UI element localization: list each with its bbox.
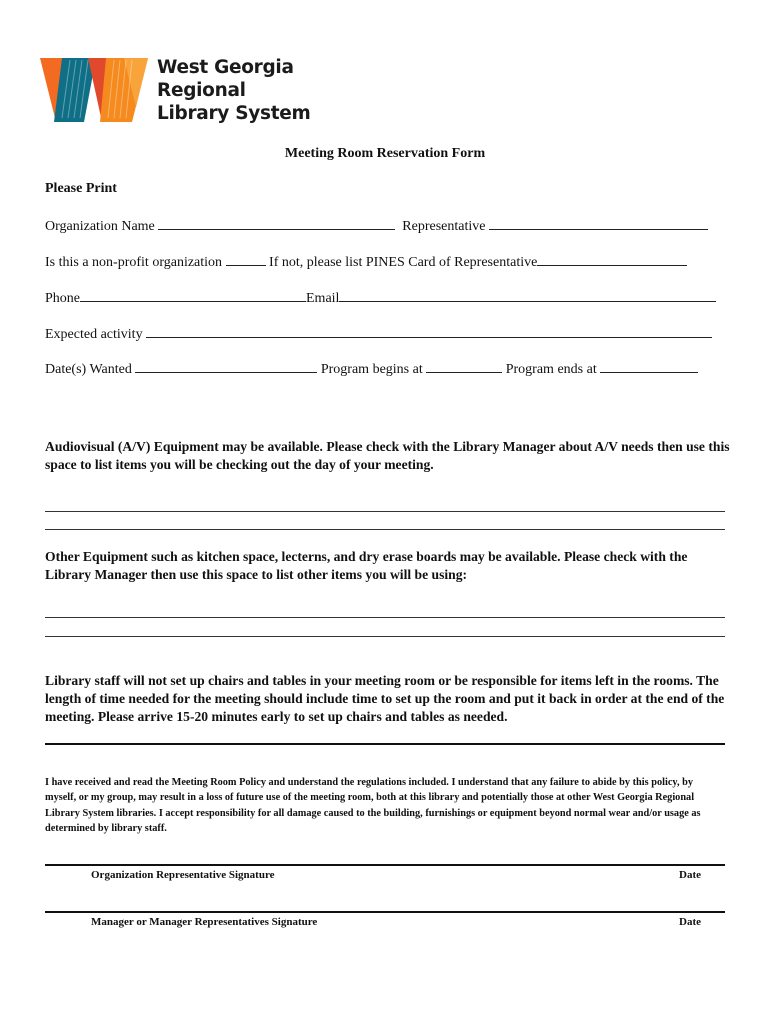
av-equipment-paragraph: Audiovisual (A/V) Equipment may be available. Please check with the Library Manager about A/V needs then use this space to list items you will be checking out the day of your meeting. [45, 439, 730, 472]
activity-field[interactable] [146, 325, 712, 338]
dates-field[interactable] [135, 360, 317, 373]
pines-label: If not, please list PINES Card of Representative [269, 255, 538, 270]
agreement-paragraph: I have received and read the Meeting Room Policy and understand the regulations included. I understand that any failure to abide by this policy, by myself, or my group, may result in a loss of future use of the meeting room, both at this library and potentially those at other West Georgia Regional Library System libraries. I accept responsibility for all damage caused to the building, furnishings or equipment beyond normal wear and/or usage as determined by library staff. [45, 777, 701, 835]
staff-notice-paragraph: Library staff will not set up chairs and tables in your meeting room or be responsible for items left in the rooms. The length of time needed for the meeting should include time to set up the room and put it back in order at the end of the meeting. Please arrive 15-20 minutes early to set up chairs and tables as needed. [45, 673, 725, 724]
other-line-2[interactable] [45, 636, 725, 637]
org-name-label: Organization Name [45, 219, 155, 234]
nonprofit-row [45, 253, 687, 271]
library-logo [40, 52, 310, 130]
org-signature-line[interactable] [45, 864, 725, 866]
section-divider [45, 743, 725, 745]
org-signature-label: Organization Representative Signature [91, 869, 275, 881]
logo-wordmark [157, 56, 310, 125]
pines-field[interactable] [537, 253, 687, 266]
library-logo-mark-icon [40, 52, 155, 122]
ends-field[interactable] [600, 360, 698, 373]
org-row [45, 217, 708, 235]
manager-signature-label: Manager or Manager Representatives Signature [91, 916, 318, 928]
manager-date-label: Date [679, 916, 701, 928]
representative-label: Representative [402, 219, 486, 234]
contact-row [45, 289, 716, 307]
phone-label: Phone [45, 291, 80, 306]
begins-label: Program begins at [320, 362, 423, 377]
logo-line-2: Regional [157, 80, 246, 101]
representative-field[interactable] [489, 217, 708, 230]
begins-field[interactable] [426, 360, 502, 373]
phone-field[interactable] [80, 289, 306, 302]
email-label: Email [306, 291, 340, 306]
form-title: Meeting Room Reservation Form [284, 146, 486, 161]
schedule-row [45, 360, 698, 378]
activity-label: Expected activity [45, 327, 143, 342]
dates-label: Date(s) Wanted [45, 362, 132, 377]
av-line-1[interactable] [45, 511, 725, 512]
logo-line-3: Library System [157, 103, 311, 124]
please-print-heading: Please Print [45, 181, 117, 196]
nonprofit-field[interactable] [226, 253, 266, 266]
org-date-label: Date [679, 869, 701, 881]
ends-label: Program ends at [505, 362, 597, 377]
other-equipment-paragraph: Other Equipment such as kitchen space, lecterns, and dry erase boards may be available. Please check with the Library Manager then use this space to list other items you will be using: [45, 549, 688, 582]
other-line-1[interactable] [45, 617, 725, 618]
activity-row [45, 325, 712, 343]
nonprofit-label: Is this a non-profit organization [45, 255, 223, 270]
logo-line-1: West Georgia [157, 57, 294, 78]
email-field[interactable] [339, 289, 716, 302]
av-line-2[interactable] [45, 529, 725, 530]
manager-signature-line[interactable] [45, 911, 725, 913]
org-name-field[interactable] [158, 217, 395, 230]
